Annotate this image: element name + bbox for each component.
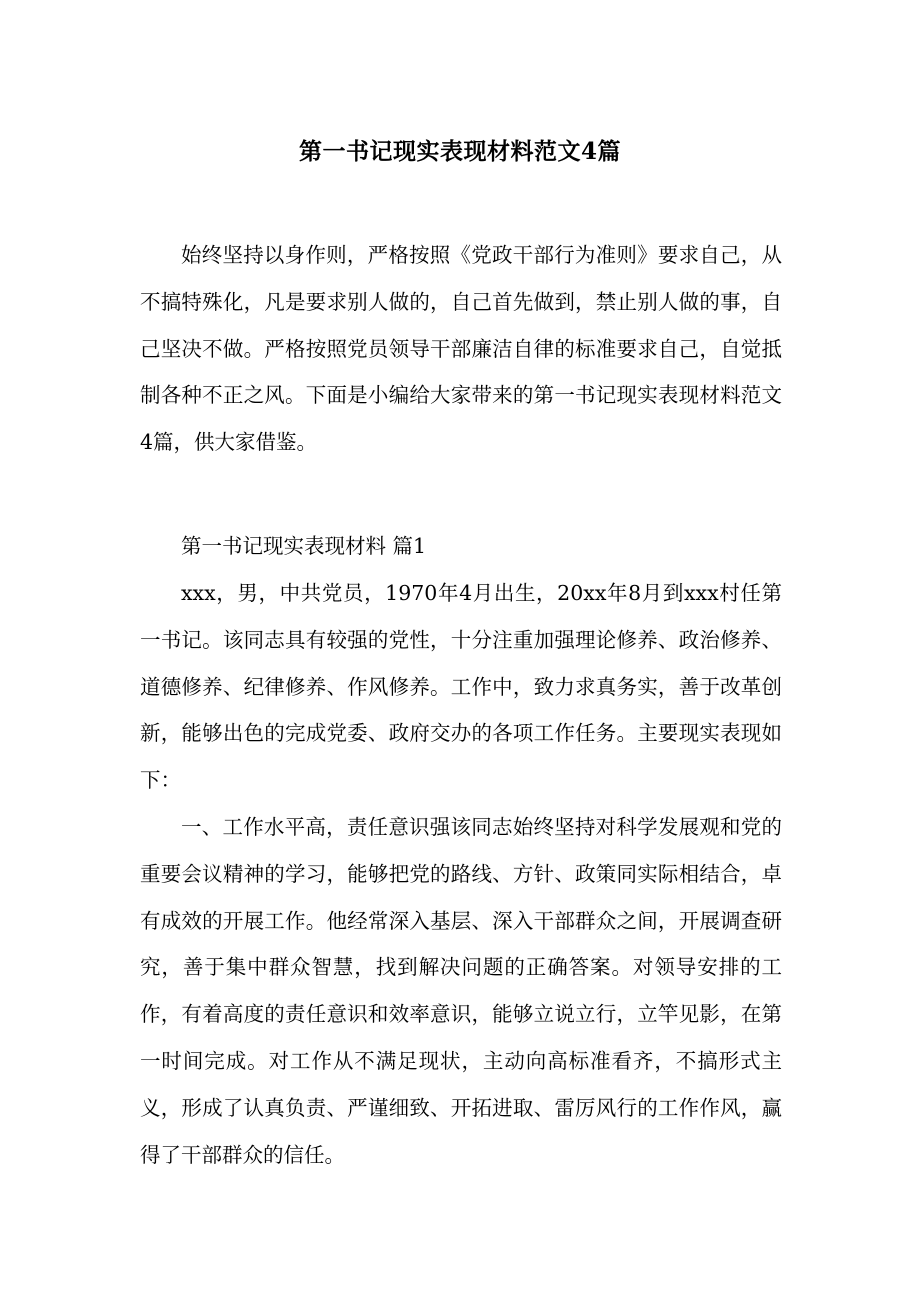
intro-paragraph: 始终坚持以身作则，严格按照《党政干部行为准则》要求自己，从不搞特殊化，凡是要求别人做的，自己首先做到，禁止别人做的事，自己坚决不做。严格按照党员领导干部廉洁自律的标准要求自己，自觉抵制各种不正之风。下面是小编给大家带来的第一书记现实表现材料范文4篇，供大家借鉴。	[140, 243, 782, 455]
body-paragraph: 一、工作水平高，责任意识强该同志始终坚持对科学发展观和党的重要会议精神的学习，能够把党的路线、方针、政策同实际相结合，卓有成效的开展工作。他经常深入基层、深入干部群众之间，开展调查研究，善于集中群众智慧，找到解决问题的正确答案。对领导安排的工作，有着高度的责任意识和效率意识，能够立说立行，立竿见影，在第一时间完成。对工作从不满足现状，主动向高标准看齐，不搞形式主义，形成了认真负责、严谨细致、开拓进取、雷厉风行的工作作风，赢得了干部群众的信任。	[140, 815, 782, 1167]
body-paragraph: xxx，男，中共党员，1970年4月出生，20xx年8月到xxx村任第一书记。该同志具有较强的党性，十分注重加强理论修养、政治修养、道德修养、纪律修养、作风修养。工作中，致力求真务实，善于改革创新，能够出色的完成党委、政府交办的各项工作任务。主要现实表现如下：	[140, 581, 782, 793]
document-title: 第一书记现实表现材料范文4篇	[298, 138, 621, 165]
section-heading: 第一书记现实表现材料 篇1	[181, 534, 427, 558]
